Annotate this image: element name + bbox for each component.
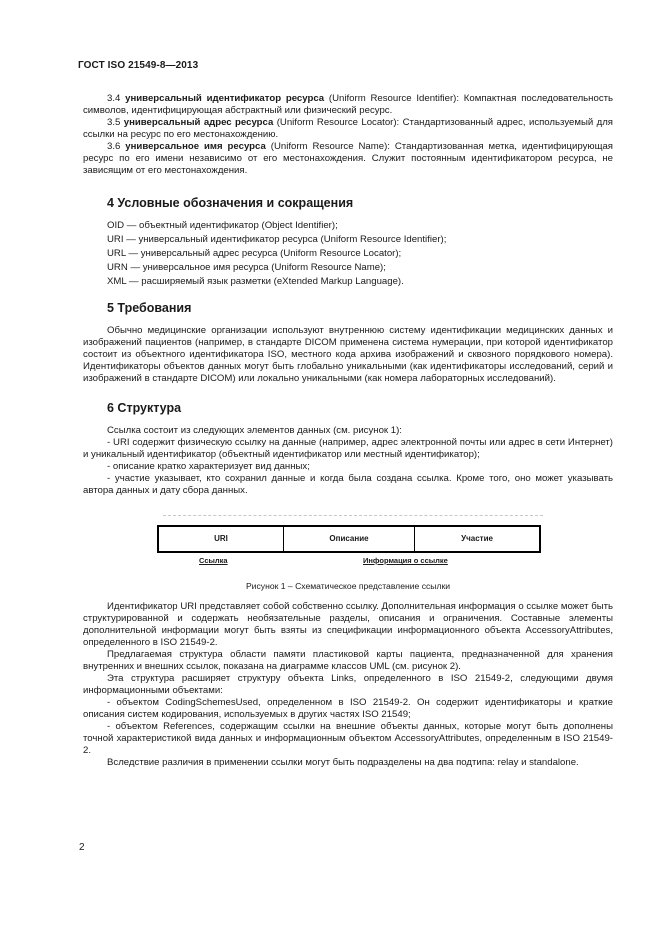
section-6-paragraph: Предлагаемая структура области памяти пластиковой карты пациента, предназначенной для хранения внутренних и внешних ссылок, показана на диаграмме классов UML (см. рисунок 2). xyxy=(83,649,613,672)
definition-3-5: 3.5 универсальный адрес ресурса (Uniform Resource Locator): Стандартизованный адрес, используемый для ссылки на ресурс по его местонахождению. xyxy=(83,117,613,140)
section-6-paragraph: - объектом References, содержащим ссылки на внешние объекты данных, которые могут быть дополнены точной характеристикой вида данных и информационным объектом AccessoryAttributes, определенным в ISO 21549-2. xyxy=(83,721,613,756)
section-6-heading: 6 Структура xyxy=(107,401,182,415)
section-6-paragraph: - объектом CodingSchemesUsed, определенном в ISO 21549-2. Он содержит идентификаторы и краткие описания систем кодирования, используемых в других частях ISO 21549; xyxy=(83,697,613,720)
abbreviation-item: URN — универсальное имя ресурса (Uniform Resource Name); xyxy=(107,262,386,273)
section-5-heading: 5 Требования xyxy=(107,301,192,315)
definition-3-6: 3.6 универсальное имя ресурса (Uniform Resource Name): Стандартизованная метка, идентифицирующая ресурс по его имени независимо от его местонахождения. Служит постоянным идентификатором ресурса, не зависящим от его местонахождения. xyxy=(83,141,614,176)
figure-1 xyxy=(83,509,613,601)
section-5-paragraph: Обычно медицинские организации используют внутреннюю систему идентификации медицинских данных и изображений пациентов (например, в стандарте DICOM применена система нумерации, при которой идентификатор состоит из объектного идентификатора ISO, местного кода архива изображений и сквозного порядкового номера). Идентификаторы объектов данных могут быть глобально уникальными (как идентификаторы исследований, серий и изображений в стандарте DICOM) или локально уникальными (как номера лабораторных исследований). xyxy=(83,325,613,384)
abbreviation-item: URL — универсальный адрес ресурса (Uniform Resource Locator); xyxy=(107,248,402,259)
reference-structure-box xyxy=(157,525,541,553)
abbreviation-item: OID — объектный идентификатор (Object Identifier); xyxy=(107,220,338,231)
page-content xyxy=(83,93,613,769)
figure-caption: Рисунок 1 – Схематическое представление ссылки xyxy=(245,581,451,591)
figure-cell-description: Описание xyxy=(283,527,414,551)
abbreviation-list xyxy=(83,220,613,288)
figure-dashed-line xyxy=(163,515,543,516)
figure-label-link: Ссылка xyxy=(199,556,228,565)
definition-3-4: 3.4 универсальный идентификатор ресурса (Uniform Resource Identifier): Компактная последовательность символов, идентифицирующая абстрактный или физический ресурс. xyxy=(83,93,614,116)
section-6-bullet: - URI содержит физическую ссылку на данные (например, адрес электронной почты или адрес в сети Интернет) и уникальный идентификатор (объектный идентификатор или местный идентификатор); xyxy=(83,437,613,460)
abbreviation-item: URI — универсальный идентификатор ресурса (Uniform Resource Identifier); xyxy=(107,234,447,245)
figure-label-info: Информация о ссылке xyxy=(363,556,448,565)
page-number: 2 xyxy=(79,842,85,853)
section-6-paragraph: Вследствие различия в применении ссылки могут быть подразделены на два подтипа: relay и standalone. xyxy=(107,757,579,768)
section-6-bullet: - описание кратко характеризует вид данных; xyxy=(107,461,310,472)
section-6-paragraph: Идентификатор URI представляет собой собственно ссылку. Дополнительная информация о ссылке может быть структурированной и содержать необязательные разделы, описания и ограничения. Составные элементы дополнительной информации могут быть взяты из спецификации информационного объекта AccessoryAttributes, определенного в ISO 21549-2. xyxy=(83,601,613,648)
figure-cell-participation: Участие xyxy=(414,527,539,551)
section-4-heading: 4 Условные обозначения и сокращения xyxy=(107,196,354,210)
figure-cell-uri: URI xyxy=(214,534,228,543)
section-6-paragraph: Эта структура расширяет структуру объекта Links, определенного в ISO 21549-2, следующими двумя информационными объектами: xyxy=(83,673,613,696)
section-6-bullet: - участие указывает, кто сохранил данные и когда была создана ссылка. Кроме того, оно может указывать автора данных и дату сбора данных. xyxy=(83,473,613,496)
document-code: ГОСТ ISO 21549-8—2013 xyxy=(78,60,199,71)
abbreviation-item: XML — расширяемый язык разметки (eXtended Markup Language). xyxy=(107,276,404,287)
section-6-intro: Ссылка состоит из следующих элементов данных (см. рисунок 1): xyxy=(107,425,402,436)
